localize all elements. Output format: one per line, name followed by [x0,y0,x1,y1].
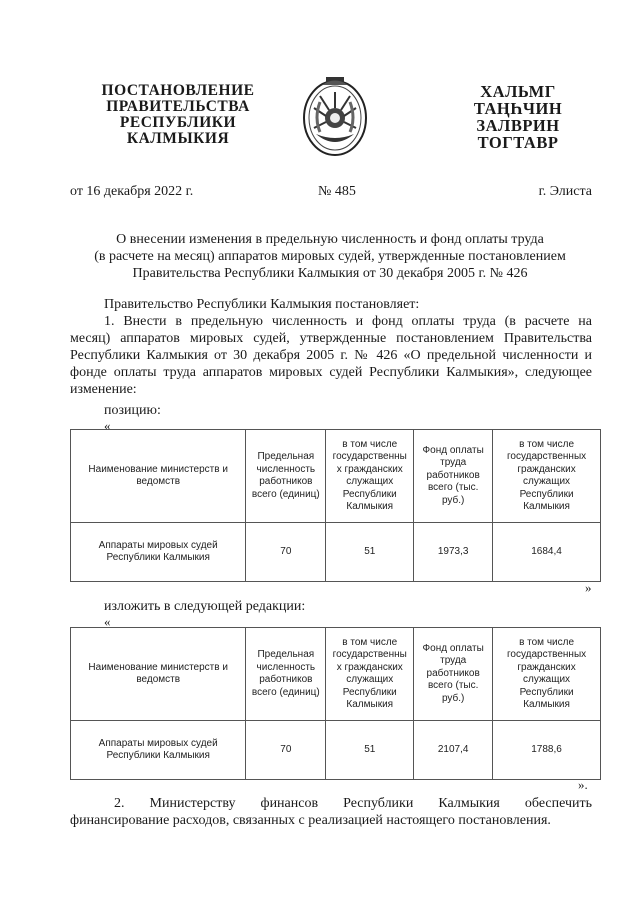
item-1-line: месяц) аппаратов мировых судей, утвержденные постановлением Правительства [70,331,592,346]
header-title-line: ПРАВИТЕЛЬСТВА [106,98,250,115]
item-1-line: фонде оплаты труда аппаратов мировых судей Республики Калмыкия», следующее [70,365,592,380]
header-cell-name: Наименование министерств и ведомств [71,628,246,721]
header-cell-fund-civil: в том числе государственных гражданских служащих Республики Калмыкия [493,430,601,523]
item-1-text [70,313,592,398]
header-title-kalmyk [463,83,573,151]
cell-fund-civil: 1788,6 [493,721,601,780]
document-title [70,231,590,282]
cell-staff-civil: 51 [326,721,414,780]
intro-text: Правительство Республики Калмыкия постановляет: [104,297,420,312]
header-cell-name: Наименование министерств и ведомств [71,430,246,523]
emblem-icon [302,74,368,158]
table-row [71,523,601,582]
title-line: О внесении изменения в предельную численность и фонд оплаты труда [116,232,544,247]
table-header-row [71,430,601,523]
header-title-line: ТАҢҺЧИН [473,99,563,118]
cell-fund-total: 1973,3 [414,523,493,582]
item-1-line: Республики Калмыкия от 30 декабря 2005 г. № 426 «О предельной численности и [70,348,592,363]
position-label: позицию: [104,403,161,418]
close-quote: » [585,580,592,595]
header-title-line: ЗАЛВРИН [476,116,560,135]
close-quote: ». [578,777,588,792]
title-line: Правительства Республики Калмыкия от 30 декабря 2005 г. № 426 [132,266,528,281]
cell-staff-total: 70 [246,523,326,582]
header-cell-staff-civil: в том числе государственны х гражданских служащих Республики Калмыкия [326,430,414,523]
document-city: г. Элиста [538,184,592,199]
header-cell-staff-total: Предельная численность работников всего (единиц) [246,628,326,721]
open-quote: « [104,418,111,433]
header-title-line: РЕСПУБЛИКИ [119,114,237,131]
cell-fund-civil: 1684,4 [493,523,601,582]
cell-name: Аппараты мировых судей Республики Калмыкия [71,523,246,582]
cell-staff-civil: 51 [326,523,414,582]
open-quote: « [104,614,111,629]
item-1-line: 1. Внести в предельную численность и фонд оплаты труда (в расчете на [104,314,592,329]
table-header-row [71,628,601,721]
item-1-line: изменение: [70,382,137,397]
header-cell-staff-total: Предельная численность работников всего (единиц) [246,430,326,523]
table-new-position [70,627,601,780]
cell-name: Аппараты мировых судей Республики Калмыкия [71,721,246,780]
item-2-line: 2. Министерству финансов Республики Калмыкия обеспечить [114,796,592,811]
document-date: от 16 декабря 2022 г. [70,184,194,199]
cell-fund-total: 2107,4 [414,721,493,780]
header-cell-fund-civil: в том числе государственных гражданских служащих Республики Калмыкия [493,628,601,721]
header-cell-staff-civil: в том числе государственны х гражданских служащих Республики Калмыкия [326,628,414,721]
header-cell-fund-total: Фонд оплаты труда работников всего (тыс. руб.) [414,430,493,523]
header-title-line: ХАЛЬМГ [480,82,556,101]
header-title-line: ТОГТАВР [477,133,559,152]
header-cell-fund-total: Фонд оплаты труда работников всего (тыс. руб.) [414,628,493,721]
cell-staff-total: 70 [246,721,326,780]
item-2-text [70,795,592,829]
item-2-line: финансирование расходов, связанных с реализацией настоящего постановления. [70,813,551,828]
table-old-position [70,429,601,582]
replace-label: изложить в следующей редакции: [104,599,306,614]
header-title-line: ПОСТАНОВЛЕНИЕ [101,82,255,99]
header-title-line: КАЛМЫКИЯ [126,130,230,147]
header-title-ru [98,83,258,147]
title-line: (в расчете на месяц) аппаратов мировых судей, утвержденные постановлением [94,249,566,264]
document-number: № 485 [318,184,356,199]
table-row [71,721,601,780]
